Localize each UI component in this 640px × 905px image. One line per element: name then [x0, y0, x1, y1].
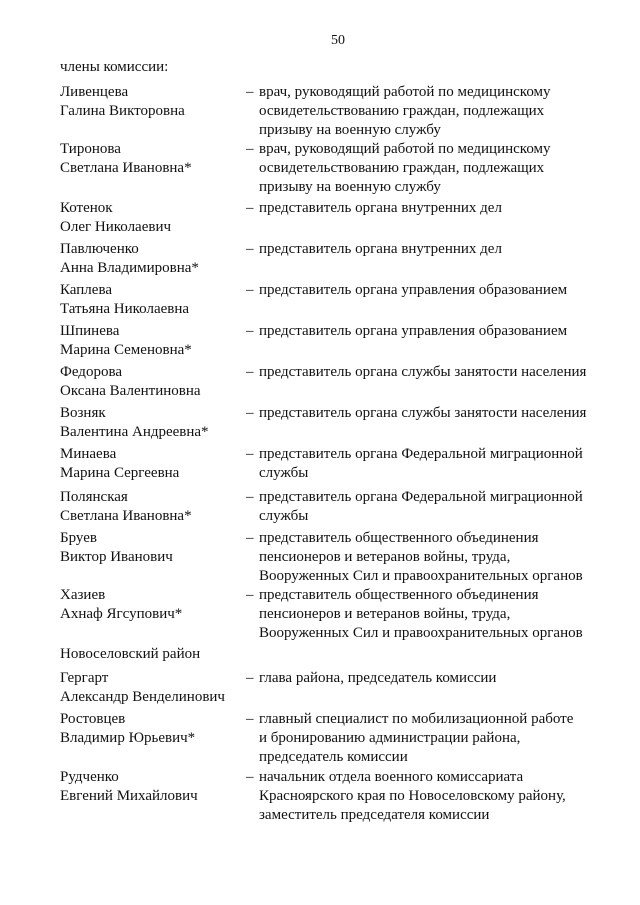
member-dash: –: [246, 405, 254, 421]
member-role: [259, 529, 599, 586]
member-role-line: главный специалист по мобилизационной работе: [259, 711, 574, 727]
member-name-line: Владимир Юрьевич*: [60, 730, 196, 746]
member-name: [60, 445, 245, 483]
member-name-line: Каплева: [60, 282, 112, 298]
member-dash: –: [246, 200, 254, 216]
member-name-line: Рудченко: [60, 769, 119, 785]
member-dash: –: [246, 530, 254, 546]
member-role-line: и бронированию администрации района,: [259, 730, 521, 746]
member-role-line: службы: [259, 508, 309, 524]
member-name-line: Тиронова: [60, 141, 121, 157]
member-dash: –: [246, 711, 254, 727]
member-role-line: освидетельствованию граждан, подлежащих: [259, 160, 545, 176]
member-role-line: освидетельствованию граждан, подлежащих: [259, 103, 545, 119]
member-name-line: Татьяна Николаевна: [60, 301, 190, 317]
member-name: [60, 83, 245, 121]
member-role-line: Вооруженных Сил и правоохранительных органов: [259, 625, 583, 641]
member-role: [259, 710, 599, 767]
member-role: [259, 404, 599, 423]
member-dash: –: [246, 141, 254, 157]
member-name-line: Евгений Михайлович: [60, 788, 198, 804]
member-name-line: Шпинева: [60, 323, 120, 339]
member-name: [60, 281, 245, 319]
member-role-line: представитель органа службы занятости населения: [259, 364, 587, 380]
member-name-line: Павлюченко: [60, 241, 139, 257]
member-role-line: глава района, председатель комиссии: [259, 670, 497, 686]
member-role-line: Красноярского края по Новоселовскому району,: [259, 788, 566, 804]
member-dash: –: [246, 446, 254, 462]
member-name-line: Александр Венделинович: [60, 689, 225, 705]
member-name-line: Минаева: [60, 446, 117, 462]
member-role: [259, 445, 599, 483]
member-name-line: Бруев: [60, 530, 97, 546]
member-name: [60, 363, 245, 401]
member-dash: –: [246, 84, 254, 100]
member-role-line: врач, руководящий работой по медицинскому: [259, 141, 551, 157]
member-name: [60, 322, 245, 360]
member-name-line: Ростовцев: [60, 711, 126, 727]
member-name: [60, 669, 245, 707]
member-role-line: призыву на военную службу: [259, 122, 441, 138]
member-role-line: представитель органа управления образованием: [259, 282, 568, 298]
member-name: [60, 404, 245, 442]
member-name-line: Марина Сергеевна: [60, 465, 180, 481]
member-name-line: Валентина Андреевна*: [60, 424, 209, 440]
page-number: 50: [331, 33, 345, 48]
member-role: [259, 363, 599, 382]
member-dash: –: [246, 241, 254, 257]
member-name-line: Светлана Ивановна*: [60, 160, 192, 176]
member-role-line: заместитель председателя комиссии: [259, 807, 490, 823]
member-name: [60, 140, 245, 178]
member-dash: –: [246, 587, 254, 603]
member-role-line: председатель комиссии: [259, 749, 408, 765]
member-name-line: Хазиев: [60, 587, 106, 603]
member-role-line: представитель органа Федеральной миграционной: [259, 489, 583, 505]
member-name: [60, 586, 245, 624]
member-role-line: врач, руководящий работой по медицинскому: [259, 84, 551, 100]
member-name: [60, 488, 245, 526]
member-name-line: Оксана Валентиновна: [60, 383, 201, 399]
member-dash: –: [246, 323, 254, 339]
member-dash: –: [246, 364, 254, 380]
member-role-line: представитель органа внутренних дел: [259, 200, 502, 216]
member-name-line: Возняк: [60, 405, 106, 421]
member-dash: –: [246, 282, 254, 298]
district-section-title: Новоселовский район: [60, 646, 201, 662]
member-role: [259, 586, 599, 643]
member-name-line: Федорова: [60, 364, 122, 380]
member-name-line: Олег Николаевич: [60, 219, 172, 235]
member-name: [60, 199, 245, 237]
member-role: [259, 199, 599, 218]
member-dash: –: [246, 489, 254, 505]
member-role: [259, 281, 599, 300]
member-name-line: Гергарт: [60, 670, 109, 686]
member-role: [259, 83, 599, 140]
member-name-line: Котенок: [60, 200, 113, 216]
member-role: [259, 140, 599, 197]
member-role-line: пенсионеров и ветеранов войны, труда,: [259, 549, 511, 565]
member-role: [259, 322, 599, 341]
member-name-line: Галина Викторовна: [60, 103, 185, 119]
member-role: [259, 240, 599, 259]
member-role: [259, 669, 599, 688]
member-role-line: Вооруженных Сил и правоохранительных органов: [259, 568, 583, 584]
member-name: [60, 768, 245, 806]
member-role: [259, 488, 599, 526]
member-role-line: представитель органа управления образованием: [259, 323, 568, 339]
member-role-line: службы: [259, 465, 309, 481]
commission-members-heading: члены комиссии:: [60, 59, 169, 75]
member-role-line: представитель органа Федеральной миграционной: [259, 446, 583, 462]
member-role-line: представитель общественного объединения: [259, 530, 539, 546]
member-name: [60, 529, 245, 567]
member-name-line: Марина Семеновна*: [60, 342, 192, 358]
member-role-line: начальник отдела военного комиссариата: [259, 769, 524, 785]
member-name-line: Анна Владимировна*: [60, 260, 199, 276]
member-name-line: Ахнаф Ягсупович*: [60, 606, 183, 622]
member-name: [60, 240, 245, 278]
member-name-line: Виктор Иванович: [60, 549, 173, 565]
member-name-line: Полянская: [60, 489, 128, 505]
member-role-line: представитель общественного объединения: [259, 587, 539, 603]
member-dash: –: [246, 769, 254, 785]
member-role-line: представитель органа службы занятости населения: [259, 405, 587, 421]
member-name-line: Ливенцева: [60, 84, 129, 100]
member-role-line: пенсионеров и ветеранов войны, труда,: [259, 606, 511, 622]
member-role-line: представитель органа внутренних дел: [259, 241, 502, 257]
member-role: [259, 768, 599, 825]
member-role-line: призыву на военную службу: [259, 179, 441, 195]
member-name-line: Светлана Ивановна*: [60, 508, 192, 524]
member-dash: –: [246, 670, 254, 686]
member-name: [60, 710, 245, 748]
